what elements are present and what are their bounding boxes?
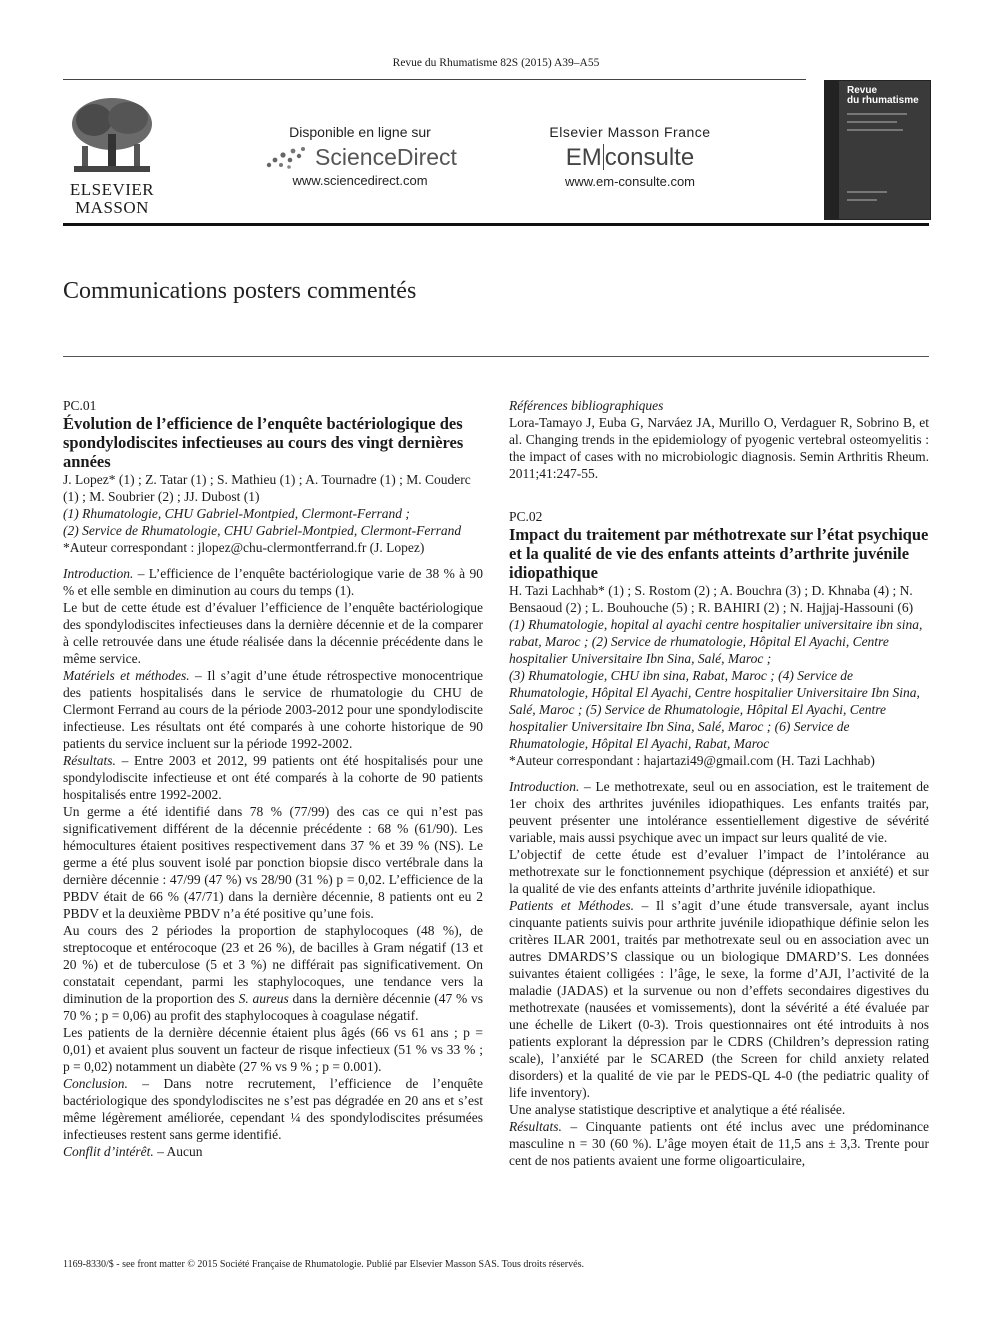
abstract-affiliation: (2) Service de Rhumatologie, CHU Gabriel-Montpied, Clermont-Ferrand: [63, 523, 462, 538]
methods-paragraph-2: Une analyse statistique descriptive et analytique a été réalisée.: [509, 1102, 846, 1117]
emconsulte-url[interactable]: www.em-consulte.com: [564, 174, 696, 189]
references-heading: Références bibliographiques: [509, 398, 664, 413]
results-text: – Cinquante patients ont été inclus avec une prédominance masculine n = 30 (60 %). L’âge moyen était de 11,5 ans ± 3,3. Trente pour cent de nos patients avaient une forme oligoarticulaire,: [509, 1119, 929, 1168]
cover-title-line1: Revue: [847, 85, 878, 96]
left-column: [63, 397, 483, 1160]
conclusion-lead: Conclusion.: [63, 1076, 128, 1091]
results-lead: Résultats.: [63, 753, 116, 768]
conclusion-paragraph: [63, 1075, 483, 1143]
emconsulte-consulte: consulte: [604, 144, 695, 171]
corresponding-author: *Auteur correspondant : hajartazi49@gmail.com (H. Tazi Lachhab): [509, 753, 875, 768]
emconsulte-logo: [530, 144, 730, 172]
results-paragraph-4: Les patients de la dernière décennie étaient plus âgés (66 vs 61 ans ; p = 0,01) et avaient plus souvent un facteur de risque infectieux (51 % vs 33 % ; p = 0,02) notamment un diabète (27 % vs 9 % ; p = 0.001).: [63, 1025, 483, 1074]
abstract-authors: H. Tazi Lachhab* (1) ; S. Rostom (2) ; A. Bouchra (3) ; D. Khnaba (4) ; N. Bensaoud (2) ; L. Bouhouche (5) ; R. BAHIRI (2) ; N. Hajjaj-Hassouni (6): [509, 583, 914, 615]
methods-lead: Patients et Méthodes.: [509, 898, 635, 913]
conflict-paragraph: [63, 1143, 483, 1160]
abstract-affiliation: (3) Rhumatologie, CHU ibn sina, Rabat, Maroc ; (4) Service de Rhumatologie, Hôpital El Ayachi, Centre hospitalier Universitaire Ibn Sina, Salé, Maroc ; (5) Service de Rhumatologie, Hôpital El Ayachi, Centre hospitalier Universitaire Ibn Sina, Salé, Maroc ; (6) Service de Rhumatologie, Hôpital El Ayachi, Rabat, Maroc: [509, 668, 920, 751]
intro-paragraph-2: Le but de cette étude est d’évaluer l’efficience de l’enquête bactériologique des spondylodiscites infectieuses dans la dernière décennie et de la comparer à celle retrouvée dans une étude réalisée dans la décennie précédente dans le même service.: [63, 600, 483, 666]
conflict-lead: Conflit d’intérêt.: [63, 1144, 154, 1159]
intro-text: – L’efficience de l’enquête bactériologique varie de 38 % à 90 % et elle semble en diminution au cours du temps (1).: [63, 566, 483, 598]
sciencedirect-available-text: Disponible en ligne sur: [289, 124, 431, 140]
abstract-authors: J. Lopez* (1) ; Z. Tatar (1) ; S. Mathieu (1) ; A. Tournadre (1) ; M. Couderc (1) ; M. Soubrier (2) ; JJ. Dubost (1): [63, 472, 471, 504]
results-paragraph-3: [63, 922, 483, 1024]
cover-line: [847, 113, 907, 115]
abstract-code: PC.02: [509, 509, 543, 524]
abstract-title: Impact du traitement par méthotrexate sur l’état psychique et la qualité de vie des enfants atteints d’arthrite juvénile idiopathique: [509, 525, 929, 582]
sciencedirect-name: ScienceDirect: [315, 144, 457, 170]
species-name: S. aureus: [238, 991, 289, 1006]
intro-lead: Introduction.: [63, 566, 134, 581]
reference-item: Lora-Tamayo J, Euba G, Narváez JA, Murillo O, Verdaguer R, Sobrino B, et al. Changing trends in the epidemiology of pyogenic vertebral osteomyelitis : the impact of cases with no microbiologic diagnosis. Semin Arthritis Rheum. 2011;41:247-55.: [509, 415, 929, 481]
section-title: Communications posters commentés: [63, 278, 417, 304]
conflict-text: – Aucun: [153, 1144, 203, 1159]
conclusion-text: – Dans notre recrutement, l’efficience de l’enquête bactériologique des spondylodiscites ne s’est pas dégradée en 20 ans et s’est même légèrement améliorée, cependant ¼ des spondylodiscites présumées infectieuses restent sans germe identifié.: [63, 1076, 483, 1142]
cover-line: [847, 129, 903, 131]
elsevier-logo-text-2: MASSON: [75, 198, 149, 217]
sciencedirect-dots-icon: [263, 145, 309, 171]
results-paragraph: [63, 752, 483, 803]
intro-paragraph: [509, 778, 929, 846]
sciencedirect-url[interactable]: www.sciencedirect.com: [292, 173, 428, 188]
emconsulte-em: EM: [565, 144, 602, 171]
intro-paragraph-2: L’objectif de cette étude est d’evaluer l’impact de l’intolérance au methotrexate sur le fonctionnement psychique (dépression et anxiété) et sur la qualité de vie des enfants atteints d’arthrite juvénile idiopathique.: [509, 847, 929, 896]
sciencedirect-logo: [255, 144, 465, 171]
methods-lead: Matériels et méthodes.: [63, 668, 190, 683]
emconsulte-divider: [603, 144, 604, 170]
elsevier-logo: [64, 94, 160, 216]
results-paragraph-2: Un germe a été identifié dans 78 % (77/99) des cas ce qui n’est pas significativement différent de la décennie précédente : 68 % (61/90). Les hémocultures étaient positives respectivement dans 37 % et 39 % (NS). Le germe a été plus souvent isolé par ponction biopsie disco vertébrale dans la dernière décennie : 47/99 (47 %) vs 28/90 (31 %) p = 0,02. L’efficience de la PBDV était de 66 % (47/71) dans la dernière décennie, 8 patients ont eu 2 PBDV et la deuxième PBDV n’a été positive qu’une fois.: [63, 804, 483, 921]
abstract-affiliation: (1) Rhumatologie, CHU Gabriel-Montpied, Clermont-Ferrand ;: [63, 506, 410, 521]
methods-paragraph: [63, 667, 483, 752]
header-thick-rule: [63, 223, 929, 226]
elsevier-logo-text-1: ELSEVIER: [69, 180, 155, 199]
cover-line: [847, 191, 887, 193]
emconsulte-publisher: Elsevier Masson France: [549, 124, 711, 140]
methods-text: – Il s’agit d’une étude transversale, ayant inclus cinquante patients suivis pour arthrite juvénile idiopathique définie selon les critères ILAR 2001, traités par methotrexate seul ou en association avec un autres DMARDS’S classique ou un biologique DMARD’S. Les données suivantes étaient colligées : l’âge, le sexe, la forme d’AJI, l’activité de la maladie (JADAS) et la survenue ou non d’effets secondaires digestives du methotrexate (nausées et vomissements), dont la sévérité a été évaluée par une échelle de Likert (0-3). Trois questionnaires ont été introduits à nos patients explorant la dépression par le CDRS (Children’s depression rating scale), l’anxiété par le SCARED (the Screen for child anxiety related disorders) et la qualité de vie par le PEDS-QL 4-0 (the pediatric quality of life inventory).: [509, 898, 929, 1100]
corresponding-author: *Auteur correspondant : jlopez@chu-clermontferrand.fr (J. Lopez): [63, 540, 425, 555]
cover-title-line2: du rhumatisme: [847, 95, 919, 106]
cover-spine: [825, 81, 839, 219]
intro-text: – Le methotrexate, seul ou en association, est le traitement de 1er choix des arthrites juvéniles idiopathiques. Les enfants traités par, peuvent présenter une intolérance essentiellement digestive de sévérité variable, mais aussi psychique avec un impact sur leurs qualité de vie.: [509, 779, 929, 845]
cover-line: [847, 199, 877, 201]
elsevier-tree-icon: [64, 94, 160, 176]
methods-text: – Il s’agit d’une étude rétrospective monocentrique des patients hospitalisés dans le service de rhumatologie du CHU de Clermont Ferrand au cours de la période 2003-2012 pour une spondylodiscite infectieuse. Les résultats ont été comparés à une cohorte historique de 90 patients du service incluent sur la période 1992-2002.: [63, 668, 483, 751]
right-column: [509, 397, 929, 1169]
abstract-title: Évolution de l’efficience de l’enquête bactériologique des spondylodiscites infectieuses au cours des vingt dernières années: [63, 414, 464, 471]
header-rule: [63, 79, 806, 80]
cover-line: [847, 121, 897, 123]
results-text-3b: dans la dernière décennie (47 % vs 70 % ; p = 0,06) au profit des staphylocoques à coagulase négatif.: [63, 991, 483, 1023]
intro-lead: Introduction.: [509, 779, 580, 794]
intro-paragraph: [63, 565, 483, 599]
section-rule: [63, 356, 929, 357]
journal-cover-thumbnail: [824, 80, 931, 220]
results-text-3a: Au cours des 2 périodes la proportion de staphylocoques (48 %), de streptocoque et entérocoque (23 et 26 %), de bacilles à Gram négatif (13 et 20 %) et de tuberculose (5 et 3 %) ne différait pas significativement. On constatait cependant, parmi les staphylocoques, une tendance vers la diminution de la proportion des: [63, 923, 483, 1006]
results-lead: Résultats.: [509, 1119, 562, 1134]
cover-title: [847, 86, 919, 106]
abstract-code: PC.01: [63, 398, 97, 413]
sciencedirect-block: [255, 124, 465, 188]
results-paragraph: [509, 1118, 929, 1169]
results-text: – Entre 2003 et 2012, 99 patients ont été hospitalisés pour une spondylodiscite infectieuse et ont été comparés à la cohorte de 90 patients hospitalisés entre 1992-2002.: [63, 753, 483, 802]
emconsulte-block: [530, 124, 730, 189]
journal-reference: Revue du Rhumatisme 82S (2015) A39–A55: [392, 57, 600, 69]
footer-copyright: 1169-8330/$ - see front matter © 2015 Société Française de Rhumatologie. Publié par Elsevier Masson SAS. Tous droits réservés.: [63, 1259, 584, 1270]
methods-paragraph: [509, 897, 929, 1101]
abstract-affiliation: (1) Rhumatologie, hopital al ayachi centre hospitalier universitaire ibn sina, rabat, Maroc ; (2) Service de rhumatologie, Hôpital El Ayachi, Centre hospitalier Universitaire Ibn Sina, Salé, Maroc ;: [509, 617, 923, 666]
